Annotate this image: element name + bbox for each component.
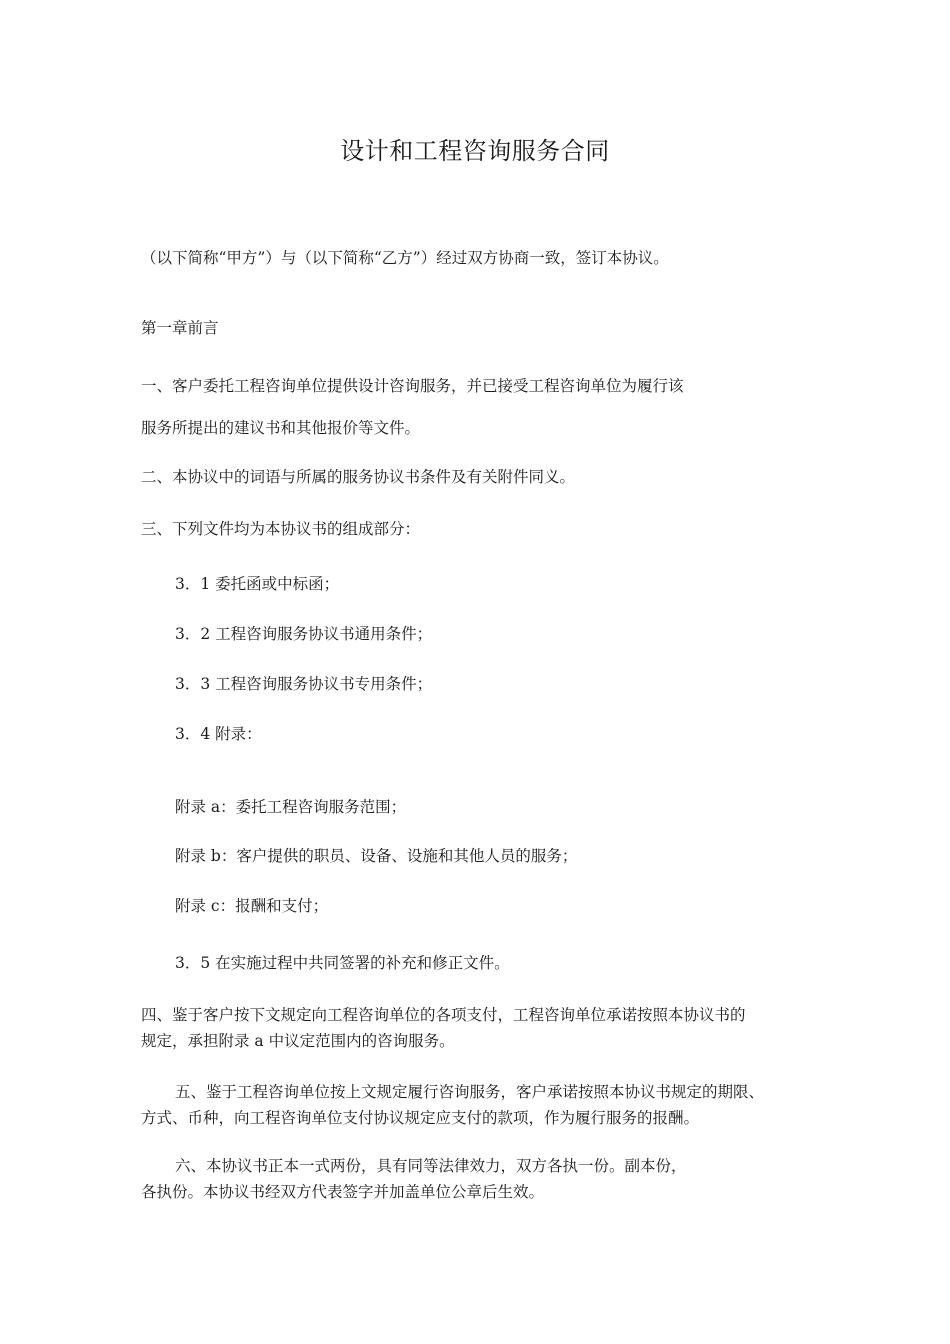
clause-5-line-2: 方式、币种，向工程咨询单位支付协议规定应支付的款项，作为履行服务的报酬。 [141,1109,700,1127]
clause-4-line-2: 规定，承担附录 a 中议定范围内的咨询服务。 [141,1032,455,1050]
clause-6-line-2: 各执份。本协议书经双方代表签字并加盖单位公章后生效。 [141,1183,545,1201]
chapter-heading: 第一章前言 [141,319,219,337]
clause-1-line-2: 服务所提出的建议书和其他报价等文件。 [141,419,421,437]
clause-3: 三、下列文件均为本协议书的组成部分： [141,520,421,538]
item-3-4: 3．4 附录： [175,725,262,743]
document-title: 设计和工程咨询服务合同 [340,137,610,165]
appendix-b: 附录 b：客户提供的职员、设备、设施和其他人员的服务； [175,847,578,865]
item-3-5: 3．5 在实施过程中共同签署的补充和修正文件。 [175,954,510,972]
clause-4-line-1: 四、鉴于客户按下文规定向工程咨询单位的各项支付，工程咨询单位承诺按照本协议书的 [141,1006,746,1024]
intro-paragraph: （以下简称“甲方”）与（以下简称“乙方”）经过双方协商一致，签订本协议。 [141,249,669,267]
item-3-1: 3．1 委托函或中标函； [175,575,340,593]
clause-6-line-1: 六、本协议书正本一式两份，具有同等法律效力，双方各执一份。副本份， [175,1157,687,1175]
clause-2: 二、本协议中的词语与所属的服务协议书条件及有关附件同义。 [141,468,576,486]
clause-1-line-1: 一、客户委托工程咨询单位提供设计咨询服务，并已接受工程咨询单位为履行该 [141,377,684,395]
appendix-a: 附录 a：委托工程咨询服务范围； [175,798,407,816]
item-3-3: 3．3 工程咨询服务协议书专用条件； [175,675,433,693]
appendix-c: 附录 c：报酬和支付； [175,897,329,915]
clause-5-line-1: 五、鉴于工程咨询单位按上文规定履行咨询服务，客户承诺按照本协议书规定的期限、 [175,1083,765,1101]
item-3-2: 3．2 工程咨询服务协议书通用条件； [175,625,433,643]
